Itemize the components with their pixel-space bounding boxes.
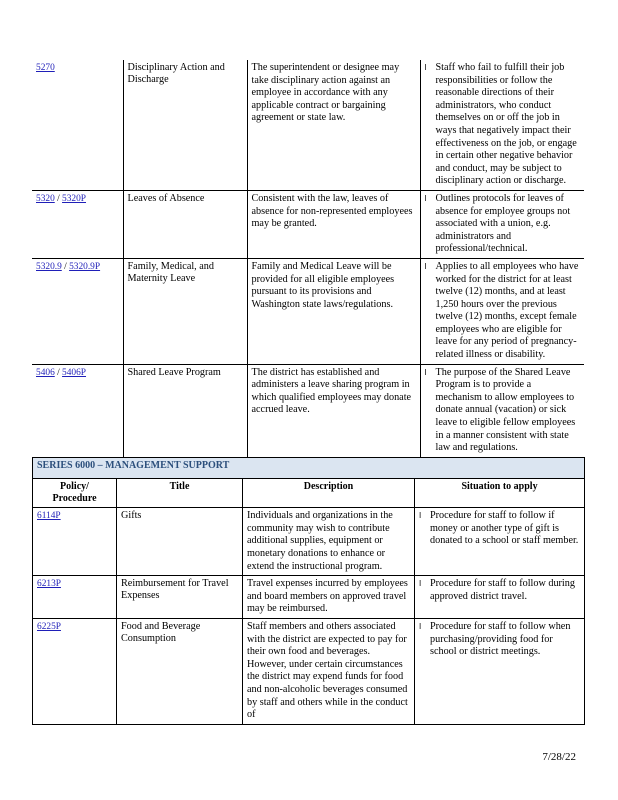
link-separator: / (54, 367, 63, 378)
policy-link[interactable]: 5270 (36, 63, 55, 73)
column-header-description: Description (243, 479, 415, 508)
situation-bullet (419, 621, 580, 659)
policy-table-continued (32, 60, 584, 458)
column-header-title: Title (117, 479, 243, 508)
policy-description: Consistent with the law, leaves of absence for non-represented employees may be granted. (247, 190, 420, 258)
policy-link[interactable]: 6114P (37, 511, 61, 522)
policy-description: Travel expenses incurred by employees and board members on approved travel may be reimbursed. (243, 576, 415, 619)
policy-link[interactable]: 5320.9 (36, 261, 62, 272)
policy-title: Reimbursement for Travel Expenses (117, 576, 243, 619)
series-6000-table (32, 457, 585, 725)
situation-text: Outlines protocols for leaves of absence for employee groups not associated with a union, e.g. administrators and professional/technical. (435, 192, 571, 255)
situation-bullet (425, 261, 581, 362)
series-table-body (33, 508, 585, 725)
policy-number-cell (32, 364, 123, 457)
situation-cell (415, 618, 585, 724)
policy-title: Gifts (117, 508, 243, 576)
link-separator: / (54, 193, 63, 204)
situation-bullet (425, 193, 581, 256)
situation-text: Procedure for staff to follow if money or another type of gift is donated to a school or staff member. (430, 510, 579, 547)
situation-cell (420, 190, 584, 258)
situation-cell (420, 60, 584, 190)
bullet-icon: l (424, 193, 427, 203)
table-row (32, 190, 584, 258)
policy-title: Disciplinary Action and Discharge (123, 60, 247, 190)
bullet-icon: l (424, 367, 427, 377)
situation-bullet (419, 578, 580, 603)
table-row (33, 576, 585, 619)
situation-text: The purpose of the Shared Leave Program is to provide a mechanism to allow employees to donate annual (vacation) or sick leave to eligible fellow employees in a manner consistent with state law and regulations. (435, 366, 576, 454)
policy-number-cell (33, 508, 117, 576)
bullet-icon: l (424, 261, 427, 271)
bullet-icon: l (424, 63, 427, 72)
table-row (32, 258, 584, 364)
table-row (33, 618, 585, 724)
table-row (32, 60, 584, 190)
column-header-situation: Situation to apply (415, 479, 585, 508)
situation-text: Procedure for staff to follow when purchasing/providing food for school or district meetings. (430, 620, 571, 658)
policy-title: Family, Medical, and Maternity Leave (123, 258, 247, 364)
policy-title: Shared Leave Program (123, 364, 247, 457)
situation-bullet (425, 367, 581, 455)
series-heading: SERIES 6000 – MANAGEMENT SUPPORT (33, 458, 585, 479)
bullet-icon: l (419, 621, 422, 631)
policy-number-cell (32, 258, 123, 364)
policy-number-cell (33, 576, 117, 619)
policy-link[interactable]: 6213P (37, 579, 61, 590)
policy-number-cell (32, 60, 123, 190)
policy-description: The superintendent or designee may take disciplinary action against an employee in accordance with any applicable contract or bargaining agreement or state law. (247, 60, 420, 190)
policy-link[interactable]: 5406 (36, 367, 55, 378)
situation-text: Procedure for staff to follow during approved district travel. (430, 578, 575, 602)
situation-text: Staff who fail to fulfill their job responsibilities or follow the reasonable directions of their administrators, who conduct themselves on or off the job in ways that negatively impact their effectiveness on the job, or engage in certain other negative behavior and conduct, may be subject to disciplinary action or discharge. (435, 62, 577, 187)
situation-cell (415, 576, 585, 619)
policy-link[interactable]: 5320.9P (69, 261, 101, 272)
table-row (32, 364, 584, 457)
policy-link[interactable]: 6225P (37, 621, 61, 632)
situation-cell (415, 508, 585, 576)
table-row (33, 508, 585, 576)
policy-title: Leaves of Absence (123, 190, 247, 258)
situation-cell (420, 258, 584, 364)
policy-description: Family and Medical Leave will be provided for all eligible employees pursuant to its provisions and Washington state laws/regulations. (247, 258, 420, 364)
policy-number-cell (32, 190, 123, 258)
situation-cell (420, 364, 584, 457)
situation-bullet (425, 62, 581, 188)
policy-link[interactable]: 5320 (36, 193, 55, 204)
situation-bullet (419, 510, 580, 548)
bullet-icon: l (419, 511, 422, 521)
policy-description: Individuals and organizations in the community may wish to contribute additional supplies, equipment or monetary donations to enhance or extend the instructional program. (243, 508, 415, 576)
policy-description: Staff members and others associated with the district are expected to pay for their own food and beverages. However, under certain circumstances the district may expend funds for food and non-alcoholic beverages consumed by staff and others while in the conduct of (243, 618, 415, 724)
page-date: 7/28/22 (542, 751, 576, 763)
link-separator: / (61, 261, 70, 272)
policy-number-cell (33, 618, 117, 724)
policy-table-body (32, 60, 584, 457)
policy-link[interactable]: 5406P (62, 367, 87, 378)
column-header-policy: Policy/ Procedure (33, 479, 117, 508)
policy-title: Food and Beverage Consumption (117, 618, 243, 724)
policy-link[interactable]: 5320P (62, 193, 87, 204)
bullet-icon: l (419, 579, 422, 589)
policy-description: The district has established and administers a leave sharing program in which qualified employees may donate accrued leave. (247, 364, 420, 457)
situation-text: Applies to all employees who have worked for the district for at least twelve (12) months, and at least 1,250 hours over the previous twelve (12) months, except female employees who are eligible for leave for any period of pregnancy-related illness or disability. (435, 260, 579, 361)
